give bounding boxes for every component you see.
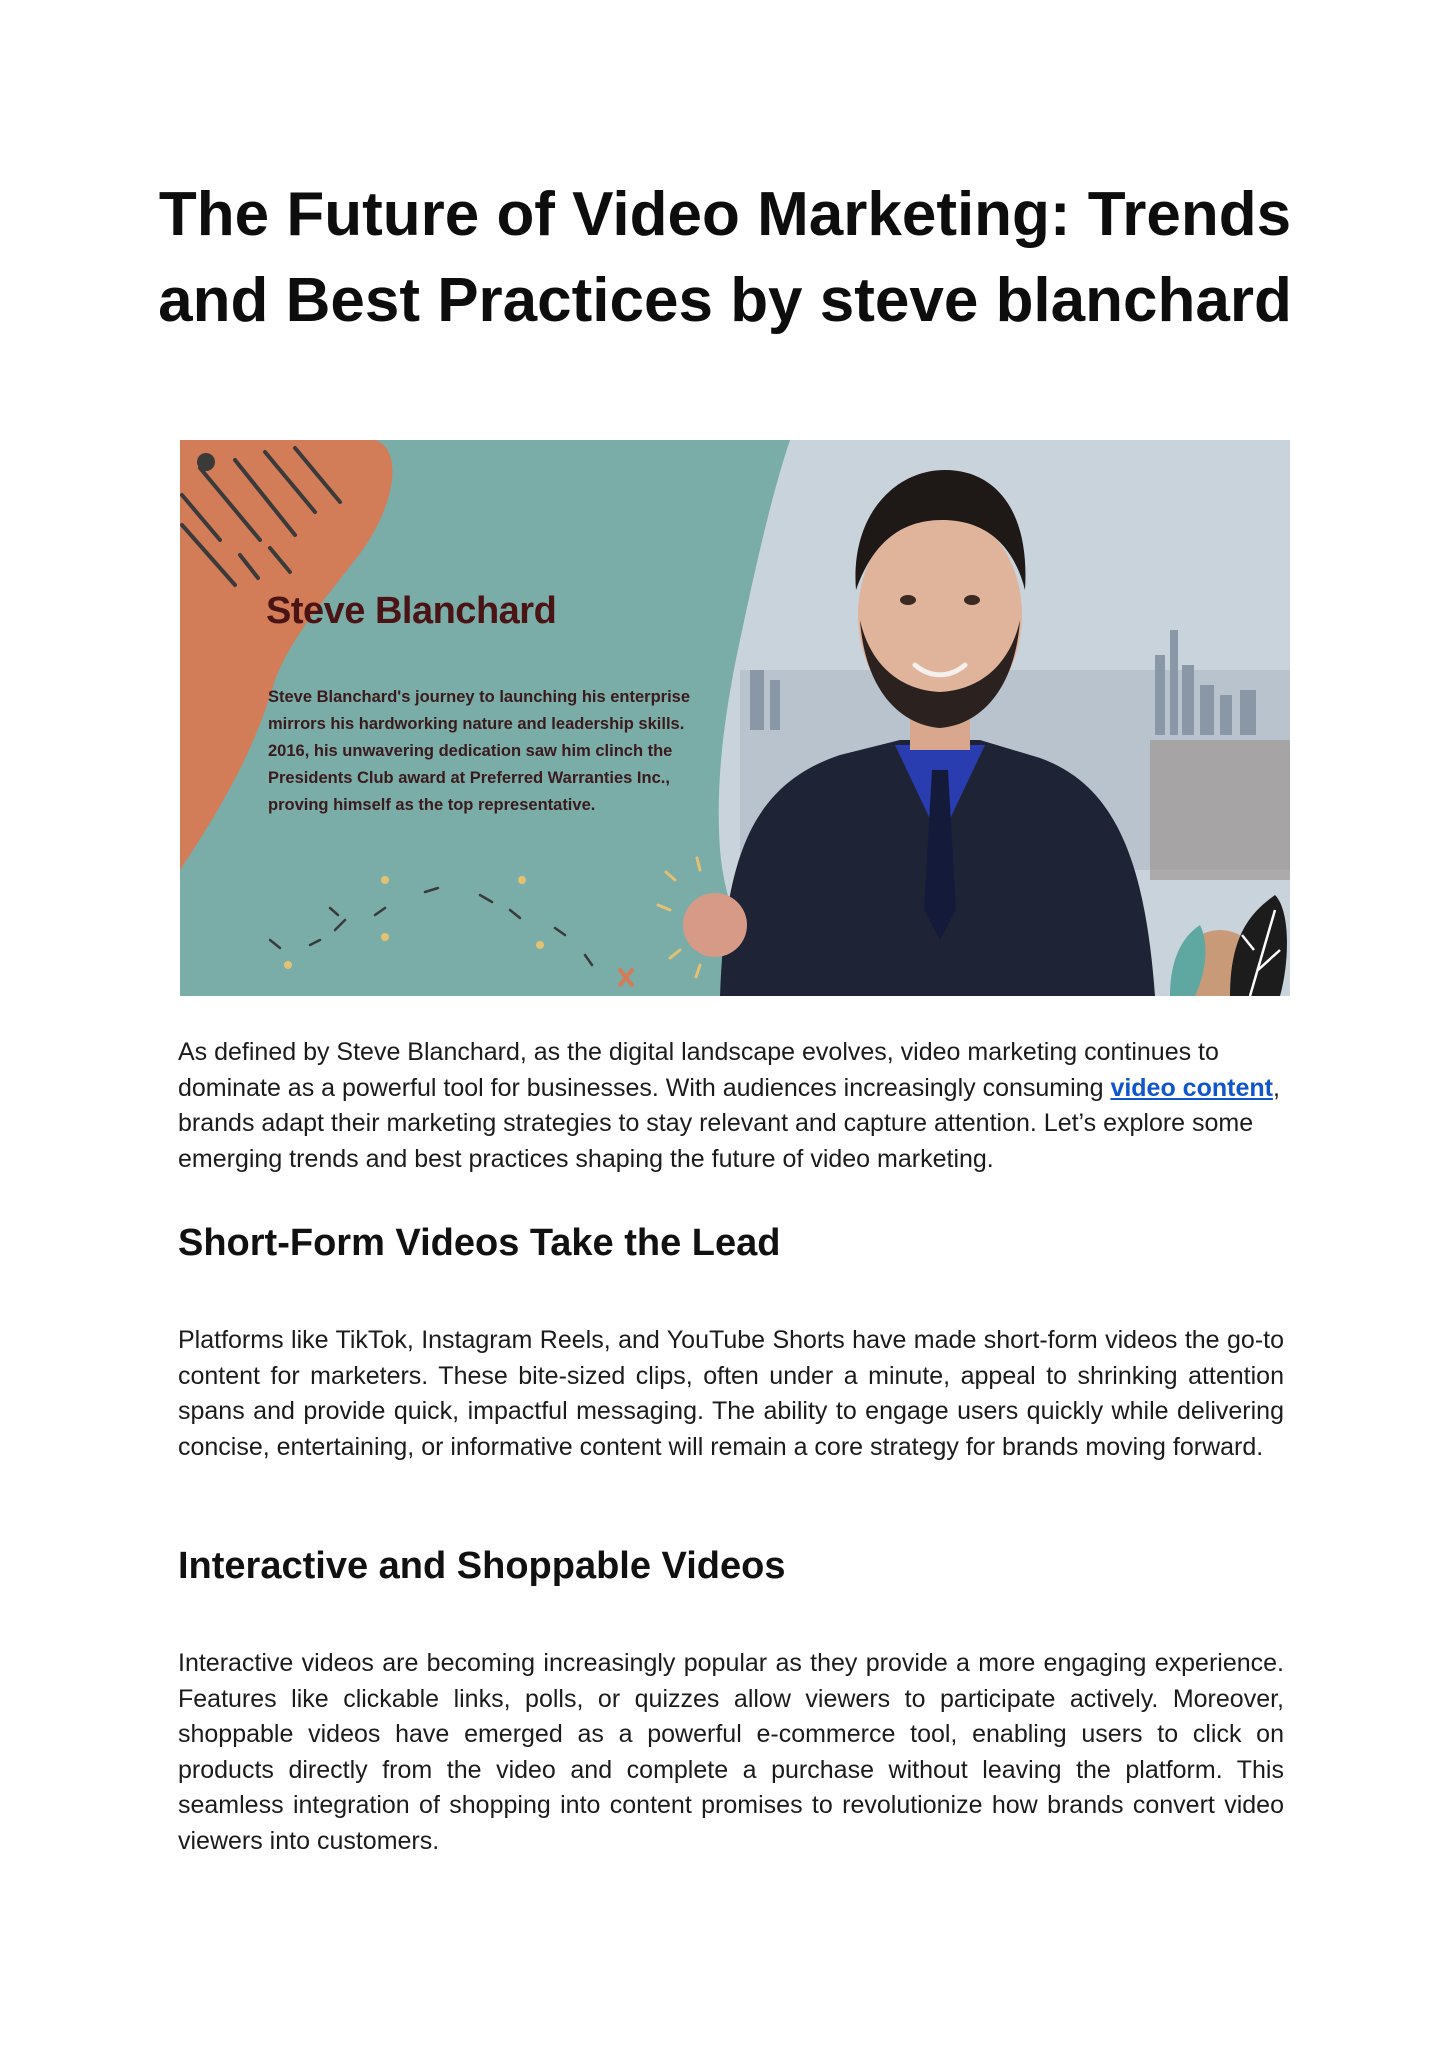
section-heading-short-form: Short-Form Videos Take the Lead [178,1222,781,1264]
document-title: The Future of Video Marketing: Trends and Best Practices by steve blanchard [158,180,1292,335]
banner-person-name: Steve Blanchard [266,590,557,632]
banner-bio-text: Steve Blanchard's journey to launching his enterprise mirrors his hardworking nature and leadership skills. 2016, his unwavering dedication saw him clinch the Presidents Club award at Preferred Warranties Inc., proving himself as the top representative. [268,688,691,814]
section-heading-interactive: Interactive and Shoppable Videos [178,1545,786,1587]
intro-paragraph [178,1035,1284,1177]
section-body-short-form: Platforms like TikTok, Instagram Reels, and YouTube Shorts have made short-form videos the go-to content for marketers. These bite-sized clips, often under a minute, appeal to shrinking attention spans and provide quick, impactful messaging. The ability to engage users quickly while delivering concise, entertaining, or informative content will remain a core strategy for brands moving forward. [178,1326,1284,1461]
intro-text-before-link: As defined by Steve Blanchard, as the digital landscape evolves, video marketing continues to dominate as a powerful tool for businesses. With audiences increasingly consuming [178,1038,1219,1102]
intro-text-after-link: , brands adapt their marketing strategies to stay relevant and capture attention. Let’s explore some emerging trends and best practices shaping the future of video marketing. [178,1073,1280,1173]
video-content-link[interactable]: video content [1110,1073,1273,1102]
section-body-interactive: Interactive videos are becoming increasingly popular as they provide a more engaging experience. Features like clickable links, polls, or quizzes allow viewers to participate actively. Moreover, shoppable videos have emerged as a powerful e-commerce tool, enabling users to click on products directly from the video and complete a purchase without leaving the platform. This seamless integration of shopping into content promises to revolutionize how brands convert video viewers into customers. [178,1649,1284,1855]
profile-banner-image [180,440,1290,996]
